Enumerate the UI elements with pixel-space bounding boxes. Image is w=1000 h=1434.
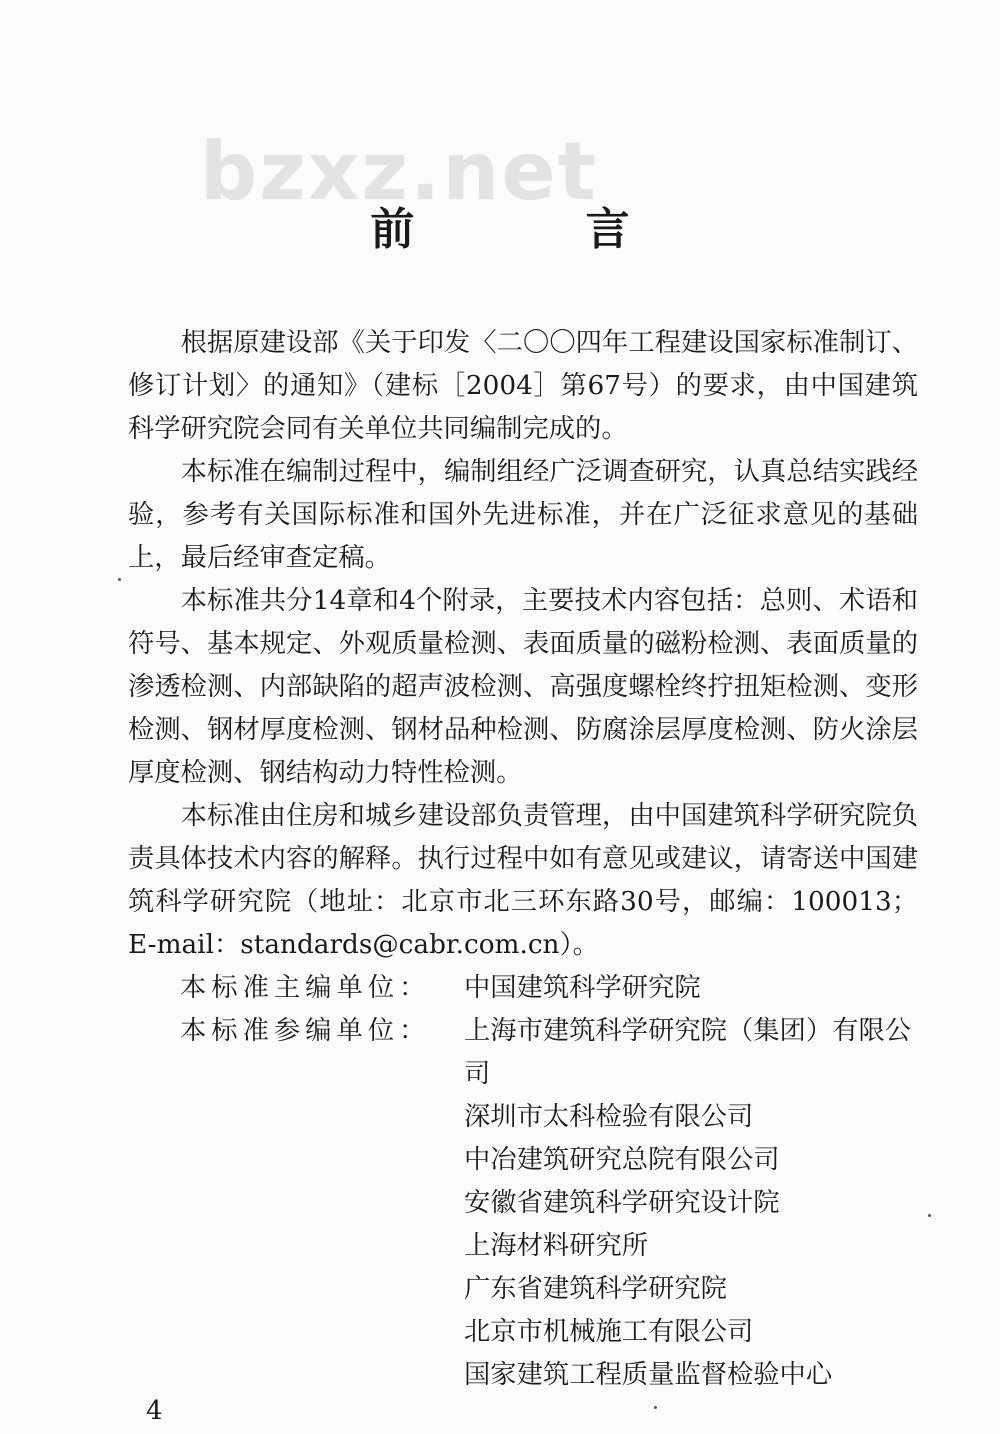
chief-editor-unit: 中国建筑科学研究院 (464, 973, 701, 1003)
participant-unit: 上海材料研究所 (464, 1231, 649, 1261)
participant-list (128, 1096, 918, 1397)
paragraph: 本标准在编制过程中，编制组经广泛调查研究，认真总结实践经验，参考有关国际标准和国外先进标准，并在广泛征求意见的基础上，最后经审查定稿。 (128, 457, 918, 573)
scan-speck (118, 578, 121, 581)
participant-unit: 北京市机械施工有限公司 (464, 1317, 754, 1347)
participant-unit: 广东省建筑科学研究院 (464, 1274, 727, 1304)
chief-editor-label: 本标准主编单位： (180, 973, 431, 1003)
page-title: 前 言 (370, 204, 708, 255)
participant-unit: 中冶建筑研究总院有限公司 (464, 1145, 780, 1175)
paragraph: 本标准共分14章和4个附录，主要技术内容包括：总则、术语和符号、基本规定、外观质量检测、表面质量的磁粉检测、表面质量的渗透检测、内部缺陷的超声波检测、高强度螺栓终拧扭矩检测、变形检测、钢材厚度检测、钢材品种检测、防腐涂层厚度检测、防火涂层厚度检测、钢结构动力特性检测。 (128, 586, 918, 788)
watermark: bzxz.net (200, 125, 598, 218)
participant-unit: 国家建筑工程质量监督检验中心 (464, 1360, 833, 1390)
paragraph: 根据原建设部《关于印发〈二〇〇四年工程建设国家标准制订、修订计划〉的通知》（建标［2004］第67号）的要求，由中国建筑科学研究院会同有关单位共同编制完成的。 (128, 328, 918, 444)
paragraph: 本标准由住房和城乡建设部负责管理，由中国建筑科学研究院负责具体技术内容的解释。执行过程中如有意见或建议，请寄送中国建筑科学研究院（地址：北京市北三环东路30号，邮编：100013；E-mail：standards@cabr.com.cn）。 (128, 801, 918, 960)
participant-unit: 上海市建筑科学研究院（集团）有限公司 (464, 1016, 912, 1089)
participant-unit: 安徽省建筑科学研究设计院 (464, 1188, 780, 1218)
page-number: 4 (146, 1396, 163, 1426)
chief-editor-row (128, 967, 918, 1010)
scan-speck (654, 1406, 657, 1409)
scan-speck (928, 1214, 931, 1217)
preface-body (128, 322, 918, 1397)
participant-unit: 深圳市太科检验有限公司 (464, 1102, 754, 1132)
participants-row (128, 1010, 918, 1096)
participants-label: 本标准参编单位： (180, 1016, 431, 1046)
